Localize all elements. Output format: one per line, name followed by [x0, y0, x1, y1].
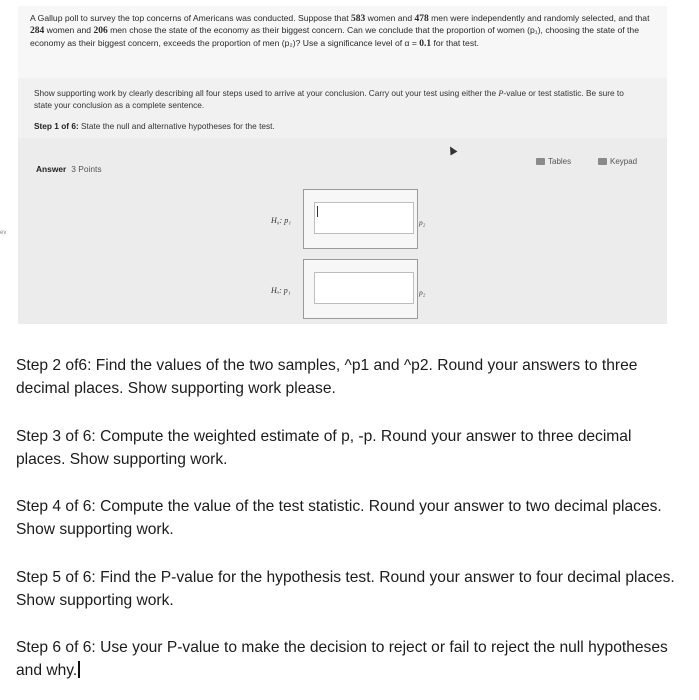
- problem-text: women and: [44, 25, 94, 36]
- keypad-icon: [598, 158, 607, 165]
- alt-p2-label: p₂: [419, 288, 426, 297]
- mouse-cursor-icon: [447, 145, 458, 156]
- null-p2-label: p₂: [419, 218, 426, 227]
- alt-hypothesis-label: Hₐ: p₁: [271, 286, 291, 295]
- problem-text: men were independently and randomly: [428, 13, 580, 23]
- problem-text: selected, and that: [581, 13, 650, 23]
- alt-hypothesis-input[interactable]: [314, 272, 414, 304]
- step-2: Step 2 of6: Find the values of the two samples, ^p1 and ^p2. Round your answers to three decimal places. Show supporting work please.: [16, 357, 638, 397]
- problem-text: women and: [365, 13, 415, 23]
- null-hypothesis-box: [303, 189, 418, 249]
- problem-text: A Gallup poll to survey the top concerns of Americans was conducted. Suppose that: [30, 13, 352, 23]
- problem-statement: [18, 6, 667, 78]
- tables-label: Tables: [548, 156, 572, 166]
- step1-text: State the null and alternative hypotheses for the test.: [78, 121, 275, 131]
- step-5: Step 5 of 6: Find the P-value for the hypothesis test. Round your answer to four decimal places. Show supporting work.: [16, 569, 675, 609]
- answer-area: [18, 138, 667, 324]
- step-6[interactable]: [16, 636, 676, 682]
- table-icon: [536, 158, 545, 165]
- step1-heading: [34, 121, 275, 131]
- women-sample-size: 583: [351, 14, 366, 24]
- instructions-part: Show supporting work by clearly describing all four steps used to arrive at your conclusion. Carry out your test using either the: [34, 88, 499, 98]
- instructions: [18, 78, 667, 138]
- instructions-text: [34, 88, 644, 111]
- instructions-part: -value or test statistic. Be sure to state your conclusion as a complete sentence.: [34, 88, 624, 110]
- keypad-label: Keypad: [610, 156, 638, 166]
- tables-button[interactable]: [536, 154, 571, 168]
- text-cursor: [78, 661, 80, 678]
- points-label: 3 Points: [71, 164, 102, 174]
- step-4: Step 4 of 6: Compute the value of the test statistic. Round your answer to two decimal places. Show supporting work.: [16, 498, 662, 538]
- men-sample-size: 478: [414, 14, 429, 24]
- answer-label: Answer: [36, 164, 67, 174]
- null-hypothesis-input[interactable]: [314, 202, 414, 234]
- alpha-value: 0.1: [419, 38, 432, 49]
- step-3: Step 3 of 6: Compute the weighted estimate of p, -p. Round your answer to three decimal places. Show supporting work.: [16, 428, 632, 468]
- problem-text: women (p₁), choosing the state of the economy as their biggest concern, exceeds the proportion of men (p₂)? Use a significance level of α =: [30, 25, 639, 48]
- step1-label: Step 1 of 6:: [34, 121, 79, 131]
- men-count: 206: [93, 26, 108, 37]
- problem-text: that test.: [445, 37, 479, 48]
- null-hypothesis-label: H₀: p₁: [271, 216, 292, 225]
- question-screenshot: [18, 6, 667, 324]
- text-caret: [317, 206, 318, 217]
- problem-text: for: [431, 37, 444, 48]
- problem-text: men chose the state of the economy as their biggest concern. Can we conclude that the proportion of: [107, 25, 495, 36]
- step-6-text: Step 6 of 6: Use your P-value to make the decision to reject or fail to reject the null hypotheses and why.: [16, 639, 668, 679]
- keypad-button[interactable]: [598, 154, 637, 168]
- p-symbol: P: [498, 89, 504, 98]
- answer-header: [36, 164, 102, 174]
- alt-hypothesis-box: [303, 259, 418, 319]
- women-count: 284: [30, 26, 45, 37]
- margin-mark: ev: [0, 230, 7, 236]
